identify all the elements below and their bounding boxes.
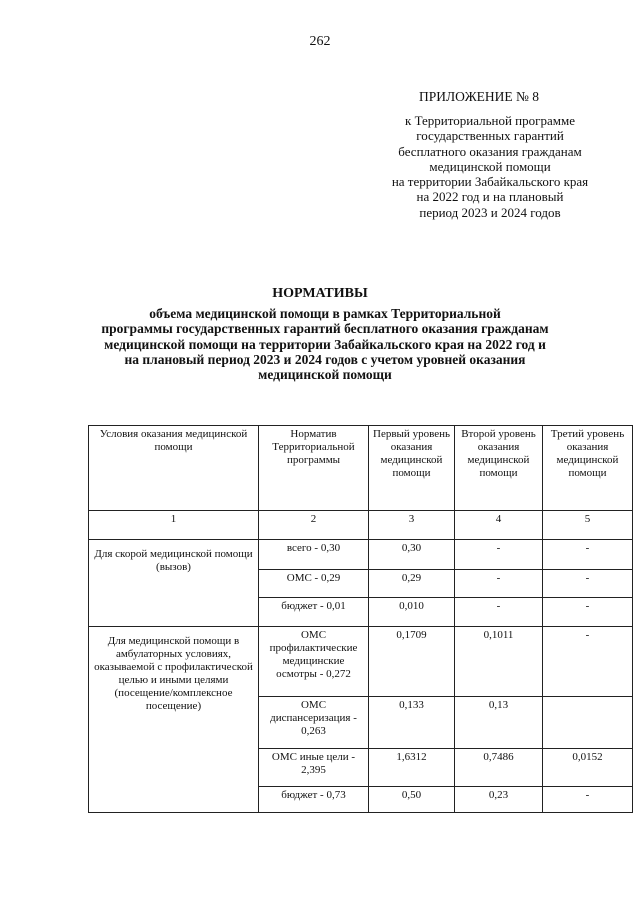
column-number: 4 (455, 511, 543, 540)
level3-cell (543, 697, 633, 749)
level1-cell: 0,30 (369, 540, 455, 570)
document-subtitle (95, 306, 555, 382)
page-number: 262 (309, 34, 331, 49)
norm-cell: ОМС иные цели - 2,395 (259, 749, 369, 787)
appendix-line: на 2022 год и на плановый (416, 189, 564, 205)
norm-cell: бюджет - 0,73 (259, 787, 369, 813)
subtitle-line: на плановый период 2023 и 2024 годов с учетом уровней оказания (124, 351, 526, 367)
level2-cell: 0,13 (455, 697, 543, 749)
norms-table (88, 425, 633, 813)
level3-cell: - (543, 598, 633, 627)
header-row (89, 426, 633, 511)
document-title: НОРМАТИВЫ (272, 286, 368, 301)
table-row (89, 627, 633, 697)
norm-cell: бюджет - 0,01 (259, 598, 369, 627)
subtitle-line: медицинской помощи (258, 367, 392, 383)
header-cell: Второй уровень оказания медицинской помощи (455, 426, 543, 511)
level3-cell: - (543, 540, 633, 570)
column-number-row (89, 511, 633, 540)
level3-cell: - (543, 627, 633, 697)
level2-cell: 0,7486 (455, 749, 543, 787)
level1-cell: 1,6312 (369, 749, 455, 787)
column-number: 3 (369, 511, 455, 540)
level2-cell: - (455, 598, 543, 627)
level2-cell: - (455, 540, 543, 570)
norm-cell: ОМС профилактические медицинские осмотры - 0,272 (259, 627, 369, 697)
condition-cell: Для медицинской помощи в амбулаторных условиях, оказываемой с профилактической целью и иными целями (посещение/комплексное посещение) (89, 627, 259, 813)
level3-cell: - (543, 570, 633, 598)
table-row (89, 540, 633, 570)
appendix-line: на территории Забайкальского края (391, 174, 589, 190)
norm-cell: ОМС диспансеризация - 0,263 (259, 697, 369, 749)
column-number: 5 (543, 511, 633, 540)
appendix-subtitle (360, 113, 620, 220)
level1-cell: 0,133 (369, 697, 455, 749)
level2-cell: - (455, 570, 543, 598)
column-number: 2 (259, 511, 369, 540)
appendix-line: к Территориальной программе (405, 113, 575, 128)
appendix-line: медицинской помощи (429, 158, 551, 174)
appendix-line: период 2023 и 2024 годов (419, 204, 561, 220)
level1-cell: 0,50 (369, 787, 455, 813)
norm-cell: всего - 0,30 (259, 540, 369, 570)
header-cell: Первый уровень оказания медицинской помощи (369, 426, 455, 511)
header-cell: Норматив Территориальной программы (259, 426, 369, 511)
level1-cell: 0,1709 (369, 627, 455, 697)
norm-cell: ОМС - 0,29 (259, 570, 369, 598)
appendix-line: бесплатного оказания гражданам (398, 143, 582, 159)
subtitle-line: объема медицинской помощи в рамках Территориальной (149, 306, 501, 321)
level3-cell: 0,0152 (543, 749, 633, 787)
appendix-title: ПРИЛОЖЕНИЕ № 8 (419, 89, 540, 104)
level1-cell: 0,010 (369, 598, 455, 627)
column-number: 1 (89, 511, 259, 540)
level2-cell: 0,23 (455, 787, 543, 813)
subtitle-line: медицинской помощи на территории Забайкальского края на 2022 год и (104, 336, 546, 352)
header-cell: Третий уровень оказания медицинской помощи (543, 426, 633, 511)
header-cell: Условия оказания медицинской помощи (89, 426, 259, 511)
condition-cell: Для скорой медицинской помощи (вызов) (89, 540, 259, 627)
level3-cell: - (543, 787, 633, 813)
subtitle-line: программы государственных гарантий бесплатного оказания гражданам (101, 321, 549, 337)
level1-cell: 0,29 (369, 570, 455, 598)
level2-cell: 0,1011 (455, 627, 543, 697)
appendix-line: государственных гарантий (416, 128, 564, 144)
